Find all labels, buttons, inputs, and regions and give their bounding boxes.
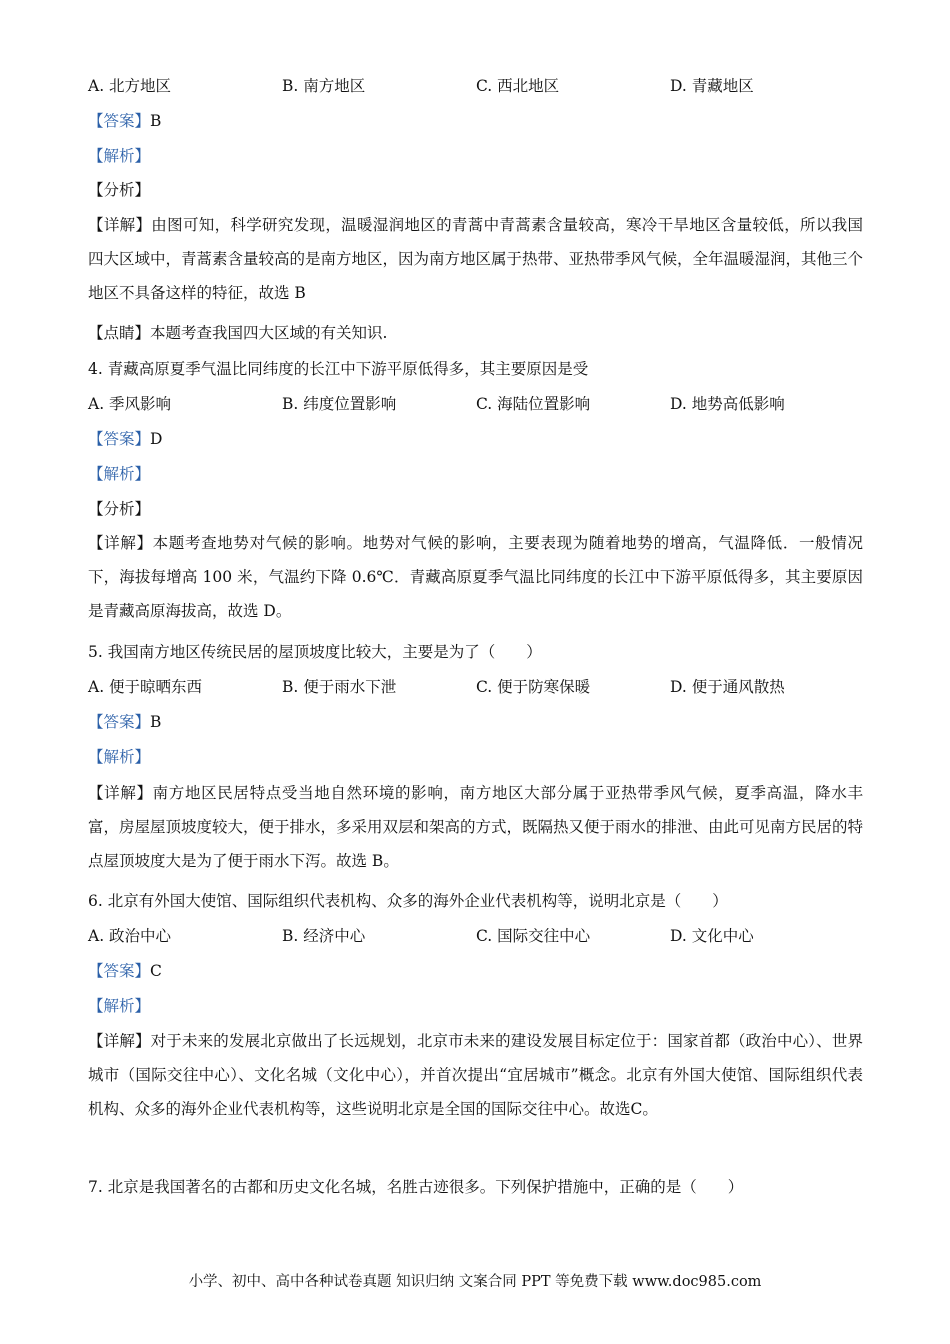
page-footer: 小学、初中、高中各种试卷真题 知识归纳 文案合同 PPT 等免费下载 www.doc985.com <box>188 1274 762 1290</box>
answer-tag: 【答案】 <box>88 962 151 980</box>
dianjing-text: 本题考查我国四大区域的有关知识. <box>150 324 388 342</box>
q5-detail <box>88 776 863 878</box>
detail-text: 由图可知，科学研究发现，温暖湿润地区的青蒿中青蒿素含量较高，寒冷干旱地区含量较低，所以我国四大区域中，青蒿素含量较高的是南方地区，因为南方地区属于热带、亚热带季风气候，全年温暖湿润，其他三个地区不具备这样的特征，故选 B <box>88 216 864 302</box>
q5-option-c: C. 便于防寒保暖 <box>476 678 591 696</box>
q6-option-b: B. 经济中心 <box>282 927 366 945</box>
answer-value: C <box>150 962 162 980</box>
answer-value: B <box>150 112 162 130</box>
q3-option-a: A. 北方地区 <box>88 77 172 95</box>
q7-question: 7. 北京是我国著名的古都和历史文化名城，名胜古迹很多。下列保护措施中，正确的是（ ） <box>88 1178 744 1196</box>
q5-option-a: A. 便于晾晒东西 <box>88 678 203 696</box>
q5-option-d: D. 便于通风散热 <box>670 678 785 696</box>
dianjing-tag: 【点睛】 <box>88 324 151 342</box>
q5-option-b: B. 便于雨水下泄 <box>282 678 397 696</box>
answer-value: B <box>150 713 162 731</box>
q5-jiexi-tag: 【解析】 <box>88 748 151 766</box>
q4-fenxi-tag: 【分析】 <box>88 500 151 518</box>
detail-tag: 【详解】 <box>88 1032 151 1050</box>
q6-question: 6. 北京有外国大使馆、国际组织代表机构、众多的海外企业代表机构等，说明北京是（ ） <box>88 892 728 910</box>
answer-tag: 【答案】 <box>88 430 151 448</box>
q3-option-b: B. 南方地区 <box>282 77 366 95</box>
q6-detail <box>88 1024 863 1126</box>
q3-answer <box>88 111 161 131</box>
detail-text: 对于未来的发展北京做出了长远规划，北京市未来的建设发展目标定位于：国家首都（政治中心）、世界城市（国际交往中心）、文化名城（文化中心），并首次提出“宜居城市”概念。北京有外国大使馆、国际组织代表机构、众多的海外企业代表机构等，这些说明北京是全国的国际交往中心。故选C。 <box>88 1032 863 1118</box>
detail-tag: 【详解】 <box>88 216 152 234</box>
q4-detail <box>88 526 863 628</box>
detail-tag: 【详解】 <box>88 784 153 802</box>
q3-jiexi-tag: 【解析】 <box>88 147 151 165</box>
q4-option-b: B. 纬度位置影响 <box>282 395 397 413</box>
q6-option-d: D. 文化中心 <box>670 927 754 945</box>
q4-option-c: C. 海陆位置影响 <box>476 395 591 413</box>
q3-detail <box>88 208 863 310</box>
q4-option-a: A. 季风影响 <box>88 395 172 413</box>
q6-answer <box>88 961 162 981</box>
detail-tag: 【详解】 <box>88 534 153 552</box>
q4-option-d: D. 地势高低影响 <box>670 395 785 413</box>
q3-dianjing <box>88 323 387 343</box>
answer-tag: 【答案】 <box>88 713 151 731</box>
answer-tag: 【答案】 <box>88 112 151 130</box>
q6-jiexi-tag: 【解析】 <box>88 997 151 1015</box>
q4-answer <box>88 429 162 449</box>
detail-text: 本题考查地势对气候的影响。地势对气候的影响，主要表现为随着地势的增高，气温降低．一般情况下，海拔每增高 100 米，气温约下降 0.6℃．青藏高原夏季气温比同纬度的长江中下游平原低得多，其主要原因是青藏高原海拔高，故选 D。 <box>88 534 863 620</box>
q3-fenxi-tag: 【分析】 <box>88 181 151 199</box>
q4-question: 4. 青藏高原夏季气温比同纬度的长江中下游平原低得多，其主要原因是受 <box>88 360 589 378</box>
q6-option-a: A. 政治中心 <box>88 927 172 945</box>
q5-answer <box>88 712 161 732</box>
answer-value: D <box>150 430 163 448</box>
detail-text: 南方地区民居特点受当地自然环境的影响，南方地区大部分属于亚热带季风气候，夏季高温，降水丰富，房屋屋顶坡度较大，便于排水，多采用双层和架高的方式，既隔热又便于雨水的排泄、由此可见南方民居的特点屋顶坡度大是为了便于雨水下泻。故选 B。 <box>88 784 864 870</box>
q6-option-c: C. 国际交往中心 <box>476 927 591 945</box>
q4-jiexi-tag: 【解析】 <box>88 465 151 483</box>
q5-question: 5. 我国南方地区传统民居的屋顶坡度比较大，主要是为了（ ） <box>88 643 542 661</box>
q3-option-c: C. 西北地区 <box>476 77 560 95</box>
q3-option-d: D. 青藏地区 <box>670 77 754 95</box>
